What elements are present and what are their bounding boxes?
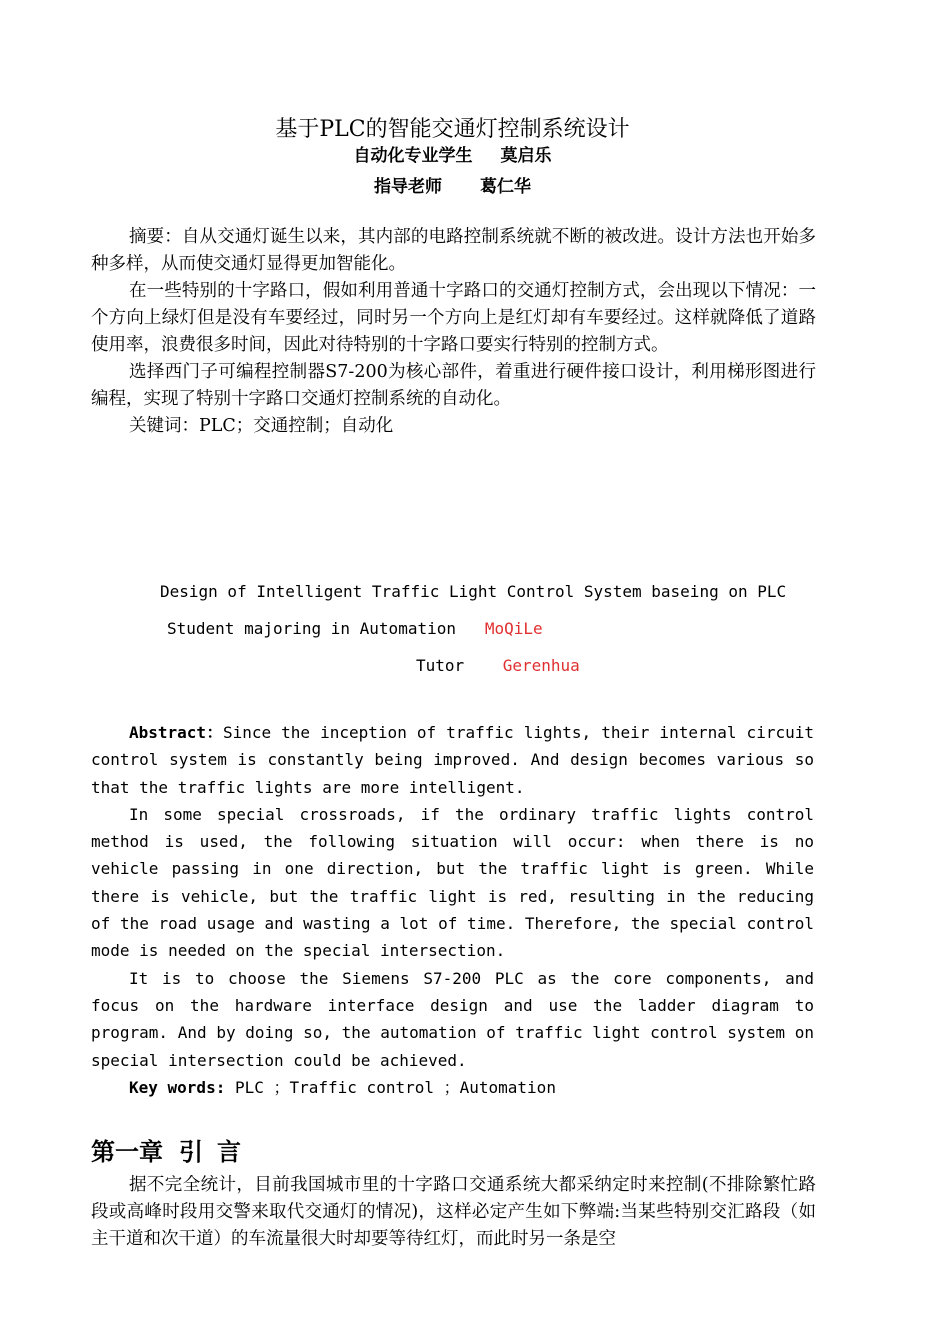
english-tutor-role: Tutor <box>416 656 465 675</box>
keywords-label: Key words: <box>129 1077 226 1097</box>
english-tutor-name: Gerenhua <box>502 656 580 675</box>
english-keywords: Key words: PLC ；Traffic control ；Automation <box>129 1077 556 1097</box>
chinese-keywords: 关键词：PLC；交通控制；自动化 <box>129 416 394 436</box>
chapter-title-char: 言 <box>217 1138 241 1166</box>
chapter-number: 第一章 <box>91 1138 163 1166</box>
chapter-paragraph: 据不完全统计，目前我国城市里的十字路口交通系统大都采纳定时来控制(不排除繁忙路段或高峰时段用交警来取代交通灯的情况)，这样必定产生如下弊端:当某些特别交汇路段（如主干道和次干道）的车流量很大时却要等待红灯，而此时另一条是空 <box>91 1175 816 1249</box>
english-author-line <box>167 617 543 641</box>
tutor-line <box>0 175 905 199</box>
tutor-role: 指导老师 <box>374 177 442 197</box>
author-name: 莫启乐 <box>500 146 552 166</box>
chapter-body <box>91 1172 816 1253</box>
chinese-abstract-paragraph: 摘要：自从交通灯诞生以来，其内部的电路控制系统就不断的被改进。设计方法也开始多种多样，从而使交通灯显得更加智能化。 <box>91 227 816 274</box>
chinese-abstract <box>91 224 816 440</box>
english-abstract <box>91 719 814 1101</box>
english-abstract-paragraph: In some special crossroads, if the ordinary traffic lights control method is used, the following situation will occur: when there is no vehicle passing in one direction, but the traffic light is green. While there is vehicle, but the traffic light is red, resulting in the reducing of the road usage and wasting a lot of time. Therefore, the special control mode is needed on the special intersection. <box>91 804 814 961</box>
chinese-abstract-paragraph: 选择西门子可编程控制器S7-200为核心部件，着重进行硬件接口设计，利用梯形图进行编程，实现了特别十字路口交通灯控制系统的自动化。 <box>91 362 816 409</box>
tutor-name: 葛仁华 <box>480 177 531 197</box>
english-author-role: Student majoring in Automation <box>167 619 456 638</box>
chapter-title-char: 引 <box>179 1138 203 1166</box>
chapter-heading <box>91 1134 241 1170</box>
english-author-name: MoQiLe <box>484 619 543 638</box>
english-abstract-paragraph: Abstract：Since the inception of traffic lights, their internal circuit control system is constantly being improved. And design becomes various so that the traffic lights are more intelligent. <box>91 723 814 797</box>
abstract-label: Abstract： <box>129 723 223 742</box>
chinese-abstract-paragraph: 在一些特别的十字路口，假如利用普通十字路口的交通灯控制方式，会出现以下情况：一个方向上绿灯但是没有车要经过，同时另一个方向上是红灯却有车要经过。这样就降低了道路使用率，浪费很多时间，因此对待特别的十字路口要实行特别的控制方式。 <box>91 281 816 355</box>
author-role: 自动化专业学生 <box>353 146 473 166</box>
document-title: 基于PLC的智能交通灯控制系统设计 <box>275 117 630 142</box>
english-abstract-paragraph: It is to choose the Siemens S7-200 PLC as the core components, and focus on the hardware interface design and use the ladder diagram to program. And by doing so, the automation of traffic light control system on special intersection could be achieved. <box>91 968 814 1070</box>
english-title: Design of Intelligent Traffic Light Control System baseing on PLC <box>160 582 787 601</box>
author-line <box>0 144 905 168</box>
english-tutor-line <box>416 654 580 678</box>
